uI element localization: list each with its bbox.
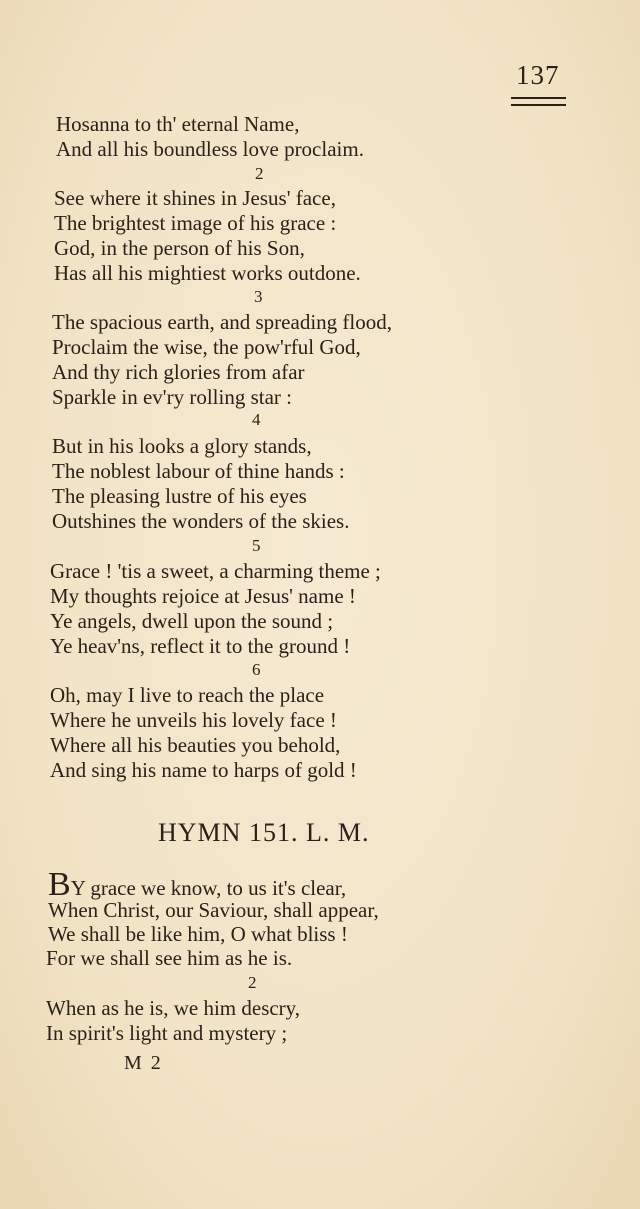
- verse-line: The pleasing lustre of his eyes: [52, 484, 307, 508]
- verse-line: But in his looks a glory stands,: [52, 434, 312, 458]
- verse-line: Where all his beauties you behold,: [50, 733, 341, 757]
- stanza-number: 2: [255, 164, 264, 183]
- stanza-number: 5: [252, 536, 261, 555]
- verse-line: Ye angels, dwell upon the sound ;: [50, 609, 334, 633]
- signature-mark: M 2: [124, 1052, 163, 1074]
- verse-line: Where he unveils his lovely face !: [50, 708, 337, 732]
- verse-line: For we shall see him as he is.: [46, 946, 293, 970]
- verse-line: Hosanna to th' eternal Name,: [56, 112, 300, 136]
- verse-line-text: Y grace we know, to us it's clear,: [70, 876, 347, 900]
- verse-line: And thy rich glories from afar: [52, 360, 305, 384]
- verse-line: God, in the person of his Son,: [54, 236, 305, 260]
- stanza-number: 4: [252, 410, 261, 429]
- verse-line: Ye heav'ns, reflect it to the ground !: [50, 634, 351, 658]
- verse-line: Has all his mightiest works outdone.: [54, 261, 361, 285]
- verse-line: The brightest image of his grace :: [54, 211, 337, 235]
- page-number: 137: [516, 60, 560, 90]
- verse-line: Grace ! 'tis a sweet, a charming theme ;: [50, 559, 381, 583]
- hymn-heading: HYMN 151. L. M.: [158, 818, 370, 847]
- verse-line: And sing his name to harps of gold !: [50, 758, 357, 782]
- verse-line: The noblest labour of thine hands :: [52, 459, 345, 483]
- verse-line: When as he is, we him descry,: [46, 996, 301, 1020]
- header-rule: [511, 104, 566, 106]
- verse-line: Outshines the wonders of the skies.: [52, 509, 350, 533]
- drop-cap: B: [48, 866, 71, 903]
- stanza-number: 3: [254, 287, 263, 306]
- verse-line: And all his boundless love proclaim.: [56, 137, 364, 161]
- verse-line: [48, 866, 347, 903]
- verse-line: When Christ, our Saviour, shall appear,: [48, 898, 379, 922]
- verse-line: The spacious earth, and spreading flood,: [52, 310, 392, 334]
- verse-line: Proclaim the wise, the pow'rful God,: [52, 335, 361, 359]
- stanza-number: 2: [248, 973, 257, 992]
- verse-line: My thoughts rejoice at Jesus' name !: [50, 584, 356, 608]
- stanza-number: 6: [252, 660, 261, 679]
- header-rule: [511, 97, 566, 99]
- verse-line: Oh, may I live to reach the place: [50, 683, 325, 707]
- verse-line: See where it shines in Jesus' face,: [54, 186, 336, 210]
- verse-line: In spirit's light and mystery ;: [46, 1021, 288, 1045]
- verse-line: Sparkle in ev'ry rolling star :: [52, 385, 292, 409]
- verse-line: We shall be like him, O what bliss !: [48, 922, 348, 946]
